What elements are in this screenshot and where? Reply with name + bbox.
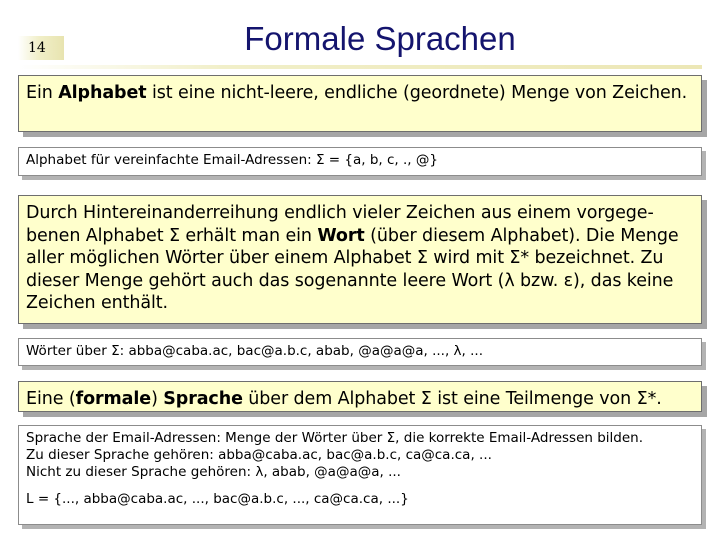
alphabet-term: Alphabet	[58, 83, 147, 103]
language-example-line-2: Zu dieser Sprache gehören: abba@caba.ac, bac@a.b.c, ca@ca.ca, ...	[26, 447, 492, 463]
language-example-box	[18, 425, 702, 525]
sprache-term: Sprache	[163, 389, 243, 409]
word-example-box	[18, 338, 702, 366]
language-set-notation: L = {..., abba@caba.ac, ..., bac@a.b.c, ..., ca@ca.ca, ...}	[26, 491, 409, 507]
word-definition-line-5: Zeichen enthält.	[26, 293, 168, 313]
slide-title: Formale Sprachen	[244, 20, 516, 57]
alphabet-example-text: Alphabet für vereinfachte Email-Adressen: Σ = {a, b, c, ., @}	[26, 152, 438, 168]
language-definition-box	[18, 381, 702, 412]
language-definition-post: über dem Alphabet Σ ist eine Teilmenge von Σ*.	[242, 389, 662, 409]
spacer	[26, 481, 694, 491]
word-term: Wort	[317, 225, 365, 246]
formale-term: formale	[75, 389, 152, 409]
alphabet-definition-post: ist eine nicht-leere, endliche (geordnete) Menge von Zeichen.	[146, 83, 688, 103]
word-example-text: Wörter über Σ: abba@caba.ac, bac@a.b.c, abab, @a@a@a, ..., λ, ...	[26, 343, 484, 359]
word-definition-line-1: Durch Hintereinanderreihung endlich vieler Zeichen aus einem vorgege-	[26, 203, 654, 223]
alphabet-definition-pre: Ein	[26, 83, 59, 103]
word-definition-line-2-pre: benen Alphabet Σ erhält man ein	[26, 225, 318, 246]
page-number: 14	[18, 36, 64, 60]
word-definition-line-4: dieser Menge gehört auch das sogenannte leere Wort (λ bzw. ε), das keine	[26, 270, 674, 291]
alphabet-example-box	[18, 147, 702, 176]
language-example-line-1: Sprache der Email-Adressen: Menge der Wörter über Σ, die korrekte Email-Adressen bilden.	[26, 430, 644, 446]
word-definition-line-2	[26, 225, 694, 248]
alphabet-definition-box	[18, 75, 702, 132]
title-underline	[18, 65, 702, 69]
word-definition-line-2-post: (über diesem Alphabet). Die Menge	[364, 225, 679, 246]
language-example-line-3: Nicht zu dieser Sprache gehören: λ, abab, @a@a@a, ...	[26, 464, 401, 480]
language-definition-pre: Eine (	[26, 389, 76, 409]
word-definition-box	[18, 195, 702, 324]
word-definition-line-3: aller möglichen Wörter über einem Alphabet Σ wird mit Σ* bezeichnet. Zu	[26, 248, 664, 268]
language-definition-mid: )	[151, 389, 164, 409]
